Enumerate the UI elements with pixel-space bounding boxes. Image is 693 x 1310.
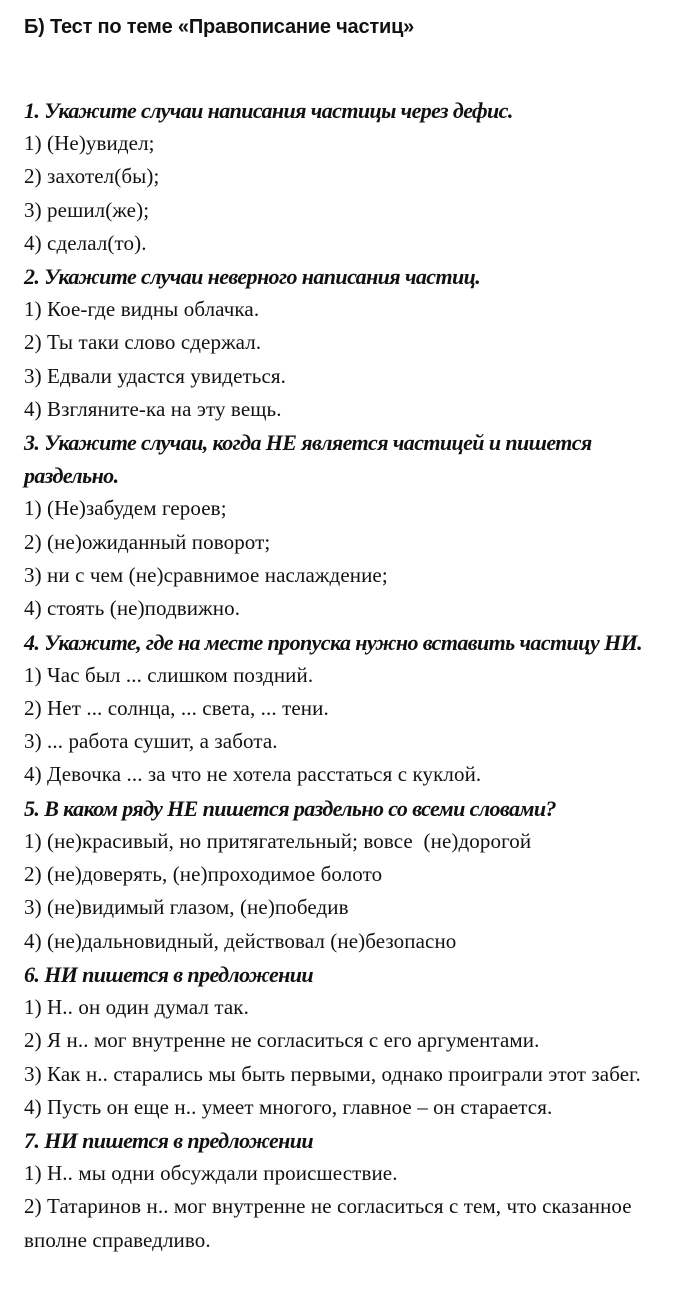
question-4-text: 4. Укажите, где на месте пропуска нужно вставить частицу НИ. <box>24 629 643 655</box>
question-block-4 <box>24 626 686 792</box>
question-1-text: 1. Укажите случаи написания частицы через дефис. <box>24 98 513 123</box>
question-2-option-1: 1) Кое-где видны облачка. <box>24 297 260 322</box>
question-2-text: 2. Укажите случаи неверного написания частиц. <box>24 264 481 290</box>
question-2-option-2: 2) Ты таки слово сдержал. <box>24 330 262 355</box>
question-block-6 <box>24 958 686 1124</box>
question-block-5 <box>24 792 686 958</box>
question-3-option-2: 2) (не)ожиданный поворот; <box>24 529 271 554</box>
question-6-option-3: 3) Как н.. старались мы быть первыми, однако проиграли этот забег. <box>24 1061 641 1086</box>
question-3-option-3: 3) ни с чем (не)сравнимое наслаждение; <box>24 562 388 587</box>
question-5-option-2: 2) (не)доверять, (не)проходимое болото <box>24 862 383 887</box>
question-block-1 <box>24 94 686 260</box>
question-5-text: 5. В каком ряду НЕ пишется раздельно со всеми словами? <box>24 795 556 821</box>
question-7-text: 7. НИ пишется в предложении <box>24 1128 314 1154</box>
question-7-option-2: 2) Татаринов н.. мог внутренне не согласиться с тем, что сказанное вполне справедливо. <box>24 1194 638 1252</box>
question-1-option-3: 3) решил(же); <box>24 197 150 222</box>
question-7-option-1: 1) Н.. мы одни обсуждали происшествие. <box>24 1161 398 1186</box>
page-title: Б) Тест по теме «Правописание частиц» <box>24 16 415 38</box>
question-4-option-3: 3) ... работа сушит, а забота. <box>24 729 278 754</box>
question-3-option-1: 1) (Не)забудем героев; <box>24 496 227 521</box>
question-5-option-3: 3) (не)видимый глазом, (не)победив <box>24 895 349 920</box>
question-block-3 <box>24 426 686 625</box>
question-4-option-1: 1) Час был ... слишком поздний. <box>24 662 314 687</box>
question-2-option-3: 3) Едвали удастся увидеться. <box>24 363 286 388</box>
question-6-text: 6. НИ пишется в предложении <box>24 961 314 987</box>
question-6-option-4: 4) Пусть он еще н.. умеет многого, главное – он старается. <box>24 1094 553 1119</box>
question-3-text: 3. Укажите случаи, когда НЕ является частицей и пишется раздельно. <box>24 430 592 489</box>
question-1-option-1: 1) (Не)увидел; <box>24 131 155 155</box>
question-2-option-4: 4) Взгляните-ка на эту вещь. <box>24 397 282 422</box>
question-block-2 <box>24 260 686 426</box>
question-block-7 <box>24 1124 686 1257</box>
question-1-option-2: 2) захотел(бы); <box>24 164 160 189</box>
question-5-option-1: 1) (не)красивый, но притягательный; вовсе (не)дорогой <box>24 828 532 853</box>
question-6-option-2: 2) Я н.. мог внутренне не согласиться с его аргументами. <box>24 1028 540 1053</box>
question-5-option-4: 4) (не)дальновидный, действовал (не)безопасно <box>24 928 457 953</box>
question-3-option-4: 4) стоять (не)подвижно. <box>24 596 241 621</box>
question-1-option-4: 4) сделал(то). <box>24 230 147 255</box>
test-document <box>24 14 686 1257</box>
question-4-option-4: 4) Девочка ... за что не хотела расстаться с куклой. <box>24 762 482 787</box>
question-4-option-2: 2) Нет ... солнца, ... света, ... тени. <box>24 695 329 720</box>
question-6-option-1: 1) Н.. он один думал так. <box>24 994 249 1019</box>
spacer <box>24 40 686 94</box>
